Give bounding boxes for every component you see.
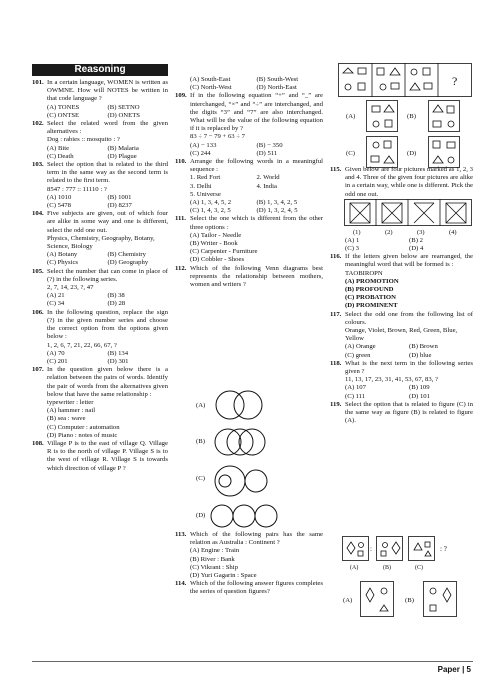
option-c[interactable]: (C) Vikrant : Ship bbox=[190, 563, 238, 571]
option-b[interactable]: (B) Brown bbox=[409, 343, 438, 351]
question-figure-series bbox=[338, 63, 472, 97]
answer-figure-b[interactable] bbox=[428, 100, 460, 132]
option-b[interactable]: (B) bbox=[405, 597, 414, 604]
question-text: Select the related word from the given alternatives : bbox=[47, 120, 168, 136]
option-d[interactable]: (D) 511 bbox=[256, 149, 278, 157]
question-number: 105. bbox=[32, 267, 44, 275]
option-b[interactable]: (B) PROFOUND bbox=[345, 286, 394, 294]
column-left bbox=[32, 64, 168, 472]
question-119 bbox=[330, 401, 473, 426]
venn-diagram-c[interactable] bbox=[208, 462, 278, 500]
question-101 bbox=[32, 79, 168, 120]
question-number: 103. bbox=[32, 161, 44, 169]
option-d[interactable]: (D) Piano : notes of music bbox=[47, 431, 118, 439]
answer-figure-a[interactable] bbox=[366, 100, 398, 132]
question-number: 108. bbox=[32, 439, 44, 447]
option-c[interactable]: (C) green bbox=[345, 351, 371, 359]
question-102 bbox=[32, 120, 168, 161]
list-item: 1. Red Fort bbox=[190, 174, 221, 182]
option-c[interactable]: (C) PROBATION bbox=[345, 294, 396, 302]
question-mark: : ? bbox=[440, 545, 447, 553]
question-110 bbox=[175, 158, 323, 215]
question-108 bbox=[32, 439, 168, 472]
question-line: Physics, Chemistry, Geography, Botany, Science, Biology bbox=[47, 234, 155, 251]
picture-label-2: (2) bbox=[385, 228, 393, 236]
list-item: 2. World bbox=[256, 174, 280, 182]
option-a[interactable]: (A) 70 bbox=[47, 349, 65, 357]
option-a[interactable]: (A) Botany bbox=[47, 251, 78, 259]
option-c[interactable]: (C) 1, 4, 3, 2, 5 bbox=[190, 207, 231, 215]
option-c[interactable]: (C) bbox=[196, 475, 205, 482]
option-a[interactable]: (A) 107 bbox=[345, 384, 366, 392]
option-d[interactable]: (D) 1, 3, 2, 4, 5 bbox=[256, 207, 298, 215]
question-number: 117. bbox=[330, 310, 342, 318]
question-111 bbox=[175, 215, 323, 264]
question-text: Arrange the following words in a meaningful sequence : bbox=[190, 158, 323, 174]
question-line: TAOBIROPN bbox=[345, 269, 383, 277]
option-c[interactable]: (C) Physics bbox=[47, 259, 79, 267]
option-d[interactable]: (D) bbox=[196, 512, 206, 519]
question-line: 83 ÷ 7 − 79 + 63 ÷ 7 bbox=[190, 133, 246, 141]
question-number: 107. bbox=[32, 366, 44, 374]
option-b[interactable]: (B) bbox=[407, 113, 416, 120]
question-text: Select the option that is related to the third term in the same way as the second term is related to the first term. bbox=[47, 161, 168, 185]
page-footer: Paper | 5 bbox=[437, 665, 471, 674]
question-107 bbox=[32, 366, 168, 440]
option-c[interactable]: (C) 5478 bbox=[47, 202, 71, 210]
option-a[interactable]: (A) hammer : nail bbox=[47, 407, 96, 415]
question-text: Select the odd one from the following list of colours. bbox=[345, 310, 473, 326]
option-a[interactable]: (A) Orange bbox=[345, 343, 376, 351]
option-b[interactable]: (B) Malaria bbox=[107, 144, 139, 152]
question-104 bbox=[32, 210, 168, 267]
picture-label-4: (4) bbox=[449, 228, 457, 236]
list-item: 3. Delhi bbox=[190, 182, 212, 190]
option-d[interactable]: (D) 28 bbox=[107, 300, 126, 308]
question-number: 113. bbox=[175, 531, 187, 538]
option-c[interactable]: (C) ONTSE bbox=[47, 111, 80, 119]
option-b[interactable]: (B) sea : wave bbox=[47, 415, 86, 423]
option-a[interactable]: (A) bbox=[346, 113, 356, 120]
option-c[interactable]: (C) Death bbox=[47, 152, 74, 160]
question-line: 1, 2, 6, 7, 21, 22, 66, 67, ? bbox=[47, 341, 117, 349]
question-number: 101. bbox=[32, 79, 44, 86]
option-c[interactable]: (C) 201 bbox=[47, 357, 68, 365]
option-a[interactable]: (A) TONES bbox=[47, 103, 80, 111]
column-middle bbox=[175, 60, 323, 289]
option-b[interactable]: (B) Chemistry bbox=[107, 251, 146, 259]
option-c[interactable]: (C) Computer : automation bbox=[47, 423, 120, 431]
option-b[interactable]: (B) 2 bbox=[409, 236, 423, 244]
question-line: Orange, Violet, Brown, Red, Green, Blue, Yellow bbox=[345, 327, 458, 343]
option-d[interactable]: (D) North-East bbox=[256, 84, 297, 92]
question-text: If the letters given below are rearranged, the meaningful word that will be formed is : bbox=[345, 253, 473, 269]
question-108-options bbox=[190, 76, 323, 92]
question-text: Select the option that is related to figure (C) in the same way as figure (B) is related to figure (A). bbox=[345, 400, 473, 425]
question-text: What is the next term in the following series given ? bbox=[345, 359, 473, 376]
option-a[interactable]: (A) Tailor - Needle bbox=[190, 231, 242, 239]
option-c[interactable]: (C) 111 bbox=[345, 392, 366, 400]
question-106 bbox=[32, 309, 168, 366]
answer-figure-a[interactable] bbox=[360, 581, 394, 617]
option-d[interactable]: (D) 4 bbox=[409, 245, 424, 253]
footer-rule bbox=[32, 661, 473, 662]
option-d[interactable]: (D) Geography bbox=[107, 259, 149, 267]
question-line: 2, 7, 14, 23, ?, 47 bbox=[47, 284, 94, 292]
question-number: 118. bbox=[330, 359, 342, 367]
option-d[interactable]: (D) PROMINENT bbox=[345, 302, 398, 310]
option-d[interactable]: (D) bbox=[407, 150, 417, 157]
question-number: 116. bbox=[330, 253, 342, 261]
option-a[interactable]: (A) PROMOTION bbox=[345, 277, 399, 285]
answer-figure-d[interactable] bbox=[428, 136, 460, 168]
question-text: If in the following equation “+” and “_” are interchanged, “×” and “÷” are interchanged, and the digits “3” and “7” are also interchanged. What will be the value of the following equation if it is replaced by ? bbox=[190, 92, 323, 133]
question-103 bbox=[32, 161, 168, 210]
question-number: 102. bbox=[32, 120, 44, 128]
figure-label-b: (B) bbox=[383, 565, 391, 571]
option-b[interactable]: (B) Writer - Book bbox=[190, 240, 238, 248]
list-item: 4. India bbox=[256, 182, 277, 190]
option-a[interactable]: (A) − 133 bbox=[190, 141, 217, 149]
option-d[interactable]: (D) 101 bbox=[409, 392, 430, 400]
option-a[interactable]: (A) bbox=[196, 402, 206, 409]
answer-figure-c[interactable] bbox=[366, 136, 398, 168]
question-117 bbox=[330, 311, 473, 360]
option-b[interactable]: (B) 1001 bbox=[107, 193, 132, 201]
question-text: Five subjects are given, out of which four are alike in some way and one is different, select the odd one out. bbox=[47, 210, 168, 234]
question-112 bbox=[175, 265, 323, 290]
venn-diagram-d[interactable] bbox=[208, 500, 278, 534]
picture-set bbox=[344, 199, 472, 237]
option-b[interactable]: (B) South-West bbox=[256, 76, 299, 83]
question-number: 111. bbox=[175, 215, 186, 223]
option-d[interactable]: (D) 8237 bbox=[107, 202, 132, 210]
question-text: Select the number that can come in place of (?) in the following series. bbox=[47, 267, 168, 283]
question-text: In a certain language, WOMEN is written as OWMNE. How will NOTES be written in that code language ? bbox=[47, 79, 168, 103]
question-line: Dog : rabies :: mosquito : ? bbox=[47, 136, 120, 144]
answer-figure-b[interactable] bbox=[423, 581, 457, 617]
option-a[interactable]: (A) Engine : Train bbox=[190, 547, 240, 555]
question-text: Which of the following answer figures completes the series of question figures? bbox=[190, 580, 323, 596]
option-a[interactable]: (A) 1 bbox=[345, 236, 360, 244]
option-a[interactable]: (A) South-East bbox=[190, 76, 231, 83]
option-b[interactable]: (B) 38 bbox=[107, 292, 125, 300]
question-number: 109. bbox=[175, 92, 187, 100]
option-c[interactable]: (C) North-West bbox=[190, 84, 232, 92]
question-number: 119. bbox=[330, 400, 342, 408]
question-line: typewriter : letter bbox=[47, 398, 94, 406]
option-c[interactable]: (C) bbox=[346, 150, 355, 157]
question-116 bbox=[330, 253, 473, 310]
option-c[interactable]: (C) 3 bbox=[345, 245, 359, 253]
venn-diagram-b[interactable] bbox=[208, 424, 278, 460]
option-d[interactable]: (D) Plague bbox=[107, 152, 137, 160]
question-text: Village P is to the east of village Q. Village R is to the north of village P. Village S is to the west of village R. Village S is towards which direction of village P ? bbox=[47, 439, 168, 472]
option-d[interactable]: (D) Yuri Gagarin : Space bbox=[190, 572, 257, 580]
list-item: 5. Universe bbox=[190, 190, 221, 198]
ratio-separator: : bbox=[370, 545, 372, 553]
option-b[interactable]: (B) River : Bank bbox=[190, 555, 235, 563]
picture-label-1: (1) bbox=[353, 228, 361, 236]
question-109 bbox=[175, 92, 323, 158]
column-right bbox=[330, 166, 473, 425]
option-b[interactable]: (B) SETNO bbox=[107, 103, 140, 111]
section-title: Reasoning bbox=[32, 64, 168, 76]
question-text: In the question given below there is a relation between the pairs of words. Identify the pair of words from the alternatives given below that have the same relationship : bbox=[47, 366, 168, 398]
option-a[interactable]: (A) 1, 3, 4, 5, 2 bbox=[190, 199, 232, 207]
option-d[interactable]: (D) Cobbler - Shoes bbox=[190, 256, 245, 264]
question-115 bbox=[330, 166, 473, 253]
question-text: Given below are four pictures marked as 1, 2, 3 and 4. Three of the given four pictures are alike in a certain way, while one is different. Pick the odd one out. bbox=[345, 166, 473, 198]
option-a[interactable]: (A) Bite bbox=[47, 144, 70, 152]
option-d[interactable]: (D) 301 bbox=[107, 357, 129, 365]
question-line: 11, 13, 17, 23, 31, 41, 53, 67, 83, ? bbox=[345, 376, 439, 384]
question-text: Which of the following Venn diagrams best represents the relationship between mothers, women and writers ? bbox=[190, 264, 323, 289]
option-b[interactable]: (B) 1, 3, 4, 2, 5 bbox=[256, 199, 298, 207]
question-number: 115. bbox=[330, 166, 342, 173]
question-105 bbox=[32, 268, 168, 309]
option-d[interactable]: (D) ONETS bbox=[107, 111, 141, 119]
figure-label-a: (A) bbox=[350, 565, 359, 571]
question-number: 112. bbox=[175, 264, 187, 272]
option-b[interactable]: (B) 134 bbox=[107, 349, 129, 357]
option-d[interactable]: (D) blue bbox=[409, 351, 432, 359]
option-c[interactable]: (C) 34 bbox=[47, 300, 65, 308]
question-number: 104. bbox=[32, 210, 44, 218]
question-text: Which of the following pairs has the same relation as Australia : Continent ? bbox=[190, 531, 323, 547]
analogy-figure-row bbox=[342, 536, 477, 572]
option-b[interactable]: (B) − 350 bbox=[256, 141, 283, 149]
option-a[interactable]: (A) bbox=[343, 597, 353, 604]
question-number: 114. bbox=[175, 580, 187, 588]
option-c[interactable]: (C) Carpenter - Furniture bbox=[190, 248, 258, 256]
venn-diagram-a[interactable] bbox=[208, 387, 278, 423]
question-text: Select the one which is different from the other three options : bbox=[190, 215, 323, 231]
option-b[interactable]: (B) bbox=[196, 438, 205, 445]
question-line: 8547 : 777 :: 11110 : ? bbox=[47, 185, 107, 193]
question-118 bbox=[330, 360, 473, 401]
question-text: In the following question, replace the sign (?) in the given number series and choose the correct option from the options given below : bbox=[47, 308, 168, 341]
question-113 bbox=[175, 531, 323, 597]
figure-label-c: (C) bbox=[415, 565, 423, 571]
option-c[interactable]: (C) 244 bbox=[190, 149, 211, 157]
picture-label-3: (3) bbox=[417, 228, 425, 236]
option-a[interactable]: (A) 21 bbox=[47, 292, 65, 300]
option-b[interactable]: (B) 109 bbox=[409, 384, 430, 392]
question-mark: ? bbox=[452, 74, 458, 88]
question-number: 110. bbox=[175, 158, 187, 166]
question-number: 106. bbox=[32, 308, 44, 316]
option-a[interactable]: (A) 1010 bbox=[47, 193, 72, 201]
